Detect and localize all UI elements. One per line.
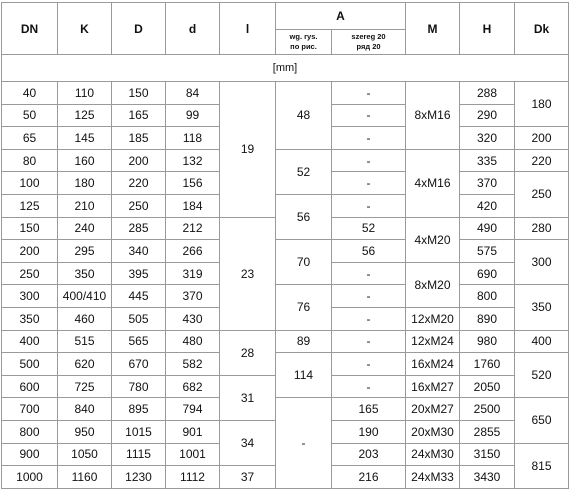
- cell-h: 420: [460, 194, 515, 217]
- cell-dk: 400: [515, 330, 569, 353]
- cell-dk: 180: [515, 82, 569, 127]
- cell-d-small: 370: [166, 285, 220, 308]
- cell-dn: 400: [2, 330, 58, 353]
- cell-dn: 500: [2, 353, 58, 376]
- cell-d-small: 319: [166, 262, 220, 285]
- header-k: K: [58, 3, 112, 55]
- cell-m: 16xM27: [406, 375, 460, 398]
- cell-h: 320: [460, 127, 515, 150]
- cell-d-big: 505: [112, 307, 166, 330]
- cell-d-small: 1112: [166, 466, 220, 489]
- cell-dn: 600: [2, 375, 58, 398]
- table-row: [2, 82, 569, 105]
- cell-m: 8xM16: [406, 82, 460, 150]
- cell-k: 210: [58, 194, 112, 217]
- cell-d-big: 165: [112, 104, 166, 127]
- cell-dn: 900: [2, 443, 58, 466]
- cell-dn: 40: [2, 82, 58, 105]
- cell-a-series20: -: [332, 149, 406, 172]
- cell-dk: 280: [515, 217, 569, 240]
- cell-dn: 800: [2, 420, 58, 443]
- cell-a-series20: -: [332, 194, 406, 217]
- cell-d-big: 565: [112, 330, 166, 353]
- cell-a-drawing: -: [276, 398, 332, 488]
- table-row: [2, 149, 569, 172]
- cell-a-series20: -: [332, 375, 406, 398]
- cell-k: 840: [58, 398, 112, 421]
- cell-dk: 300: [515, 240, 569, 285]
- cell-d-small: 99: [166, 104, 220, 127]
- cell-dn: 350: [2, 307, 58, 330]
- cell-l: 28: [220, 330, 276, 375]
- header-dk: Dk: [515, 3, 569, 55]
- cell-h: 1760: [460, 353, 515, 376]
- cell-a-drawing: 89: [276, 330, 332, 353]
- cell-dn: 200: [2, 240, 58, 263]
- cell-h: 890: [460, 307, 515, 330]
- cell-d-small: 480: [166, 330, 220, 353]
- cell-m: 16xM24: [406, 353, 460, 376]
- cell-d-big: 1115: [112, 443, 166, 466]
- cell-d-small: 901: [166, 420, 220, 443]
- cell-d-big: 285: [112, 217, 166, 240]
- table-row: [2, 398, 569, 421]
- cell-h: 3430: [460, 466, 515, 489]
- cell-dk: 350: [515, 285, 569, 330]
- table-row: [2, 240, 569, 263]
- cell-d-big: 1015: [112, 420, 166, 443]
- cell-dk: 200: [515, 127, 569, 150]
- cell-k: 110: [58, 82, 112, 105]
- cell-a-series20: -: [332, 104, 406, 127]
- cell-m: 12xM24: [406, 330, 460, 353]
- cell-dn: 50: [2, 104, 58, 127]
- header-d-small: d: [166, 3, 220, 55]
- cell-dk: 650: [515, 398, 569, 443]
- header-l: l: [220, 3, 276, 55]
- cell-l: 31: [220, 375, 276, 420]
- cell-d-small: 582: [166, 353, 220, 376]
- cell-d-big: 780: [112, 375, 166, 398]
- cell-d-small: 794: [166, 398, 220, 421]
- cell-dk: 815: [515, 443, 569, 488]
- cell-dn: 65: [2, 127, 58, 150]
- cell-d-big: 670: [112, 353, 166, 376]
- cell-l: 19: [220, 82, 276, 218]
- cell-a-series20: 56: [332, 240, 406, 263]
- cell-h: 288: [460, 82, 515, 105]
- cell-m: 8xM20: [406, 262, 460, 307]
- table-row: [2, 285, 569, 308]
- cell-k: 180: [58, 172, 112, 195]
- header-a-drawing: wg. rys. по рис.: [276, 30, 332, 55]
- cell-k: 950: [58, 420, 112, 443]
- cell-d-small: 118: [166, 127, 220, 150]
- cell-d-small: 132: [166, 149, 220, 172]
- cell-k: 295: [58, 240, 112, 263]
- cell-m: 20xM30: [406, 420, 460, 443]
- header-a: A: [276, 3, 406, 30]
- header-m: M: [406, 3, 460, 55]
- cell-h: 575: [460, 240, 515, 263]
- cell-a-drawing: 56: [276, 194, 332, 239]
- cell-dn: 700: [2, 398, 58, 421]
- cell-a-series20: -: [332, 82, 406, 105]
- cell-a-series20: -: [332, 307, 406, 330]
- cell-h: 3150: [460, 443, 515, 466]
- cell-h: 490: [460, 217, 515, 240]
- cell-h: 370: [460, 172, 515, 195]
- cell-d-small: 156: [166, 172, 220, 195]
- cell-dn: 250: [2, 262, 58, 285]
- cell-a-series20: -: [332, 127, 406, 150]
- cell-a-series20: 52: [332, 217, 406, 240]
- cell-dk: 220: [515, 149, 569, 172]
- cell-a-drawing: 52: [276, 149, 332, 194]
- cell-d-big: 200: [112, 149, 166, 172]
- cell-a-series20: -: [332, 353, 406, 376]
- cell-dn: 125: [2, 194, 58, 217]
- cell-l: 23: [220, 217, 276, 330]
- cell-d-small: 212: [166, 217, 220, 240]
- header-d-big: D: [112, 3, 166, 55]
- cell-h: 980: [460, 330, 515, 353]
- cell-h: 800: [460, 285, 515, 308]
- cell-d-small: 184: [166, 194, 220, 217]
- cell-a-series20: 203: [332, 443, 406, 466]
- cell-h: 690: [460, 262, 515, 285]
- cell-d-big: 1230: [112, 466, 166, 489]
- cell-a-series20: -: [332, 285, 406, 308]
- cell-m: 4xM16: [406, 149, 460, 217]
- cell-dk: 520: [515, 353, 569, 398]
- cell-h: 290: [460, 104, 515, 127]
- cell-d-big: 895: [112, 398, 166, 421]
- cell-l: 34: [220, 420, 276, 465]
- cell-d-big: 220: [112, 172, 166, 195]
- cell-m: 24xM30: [406, 443, 460, 466]
- cell-d-big: 185: [112, 127, 166, 150]
- cell-a-drawing: 70: [276, 240, 332, 285]
- cell-a-series20: -: [332, 330, 406, 353]
- cell-d-big: 250: [112, 194, 166, 217]
- cell-k: 1160: [58, 466, 112, 489]
- cell-k: 515: [58, 330, 112, 353]
- cell-a-drawing: 114: [276, 353, 332, 398]
- cell-h: 2500: [460, 398, 515, 421]
- cell-a-drawing: 76: [276, 285, 332, 330]
- cell-a-drawing: 48: [276, 82, 332, 150]
- header-h: H: [460, 3, 515, 55]
- cell-dn: 80: [2, 149, 58, 172]
- header-dn: DN: [2, 3, 58, 55]
- cell-dn: 1000: [2, 466, 58, 489]
- cell-k: 1050: [58, 443, 112, 466]
- cell-a-series20: 165: [332, 398, 406, 421]
- cell-a-series20: -: [332, 262, 406, 285]
- cell-d-small: 682: [166, 375, 220, 398]
- cell-m: 12xM20: [406, 307, 460, 330]
- cell-d-big: 340: [112, 240, 166, 263]
- cell-d-big: 445: [112, 285, 166, 308]
- cell-h: 335: [460, 149, 515, 172]
- cell-d-small: 1001: [166, 443, 220, 466]
- cell-d-big: 150: [112, 82, 166, 105]
- cell-d-small: 266: [166, 240, 220, 263]
- header-a-series20: szereg 20 ряд 20: [332, 30, 406, 55]
- cell-dn: 300: [2, 285, 58, 308]
- table-row: [2, 194, 569, 217]
- table-row: [2, 330, 569, 353]
- unit-label: [mm]: [2, 55, 569, 82]
- cell-k: 400/410: [58, 285, 112, 308]
- cell-a-series20: 190: [332, 420, 406, 443]
- cell-k: 160: [58, 149, 112, 172]
- cell-m: 20xM27: [406, 398, 460, 421]
- cell-k: 350: [58, 262, 112, 285]
- cell-dk: 250: [515, 172, 569, 217]
- cell-k: 725: [58, 375, 112, 398]
- cell-d-small: 430: [166, 307, 220, 330]
- cell-h: 2855: [460, 420, 515, 443]
- cell-k: 240: [58, 217, 112, 240]
- table-row: [2, 353, 569, 376]
- cell-m: 4xM20: [406, 217, 460, 262]
- cell-d-small: 84: [166, 82, 220, 105]
- cell-m: 24xM33: [406, 466, 460, 489]
- cell-d-big: 395: [112, 262, 166, 285]
- cell-k: 620: [58, 353, 112, 376]
- cell-l: 37: [220, 466, 276, 489]
- cell-k: 125: [58, 104, 112, 127]
- flange-dimensions-table: [1, 2, 569, 489]
- cell-k: 145: [58, 127, 112, 150]
- cell-h: 2050: [460, 375, 515, 398]
- cell-a-series20: 216: [332, 466, 406, 489]
- cell-dn: 100: [2, 172, 58, 195]
- cell-dn: 150: [2, 217, 58, 240]
- cell-k: 460: [58, 307, 112, 330]
- cell-a-series20: -: [332, 172, 406, 195]
